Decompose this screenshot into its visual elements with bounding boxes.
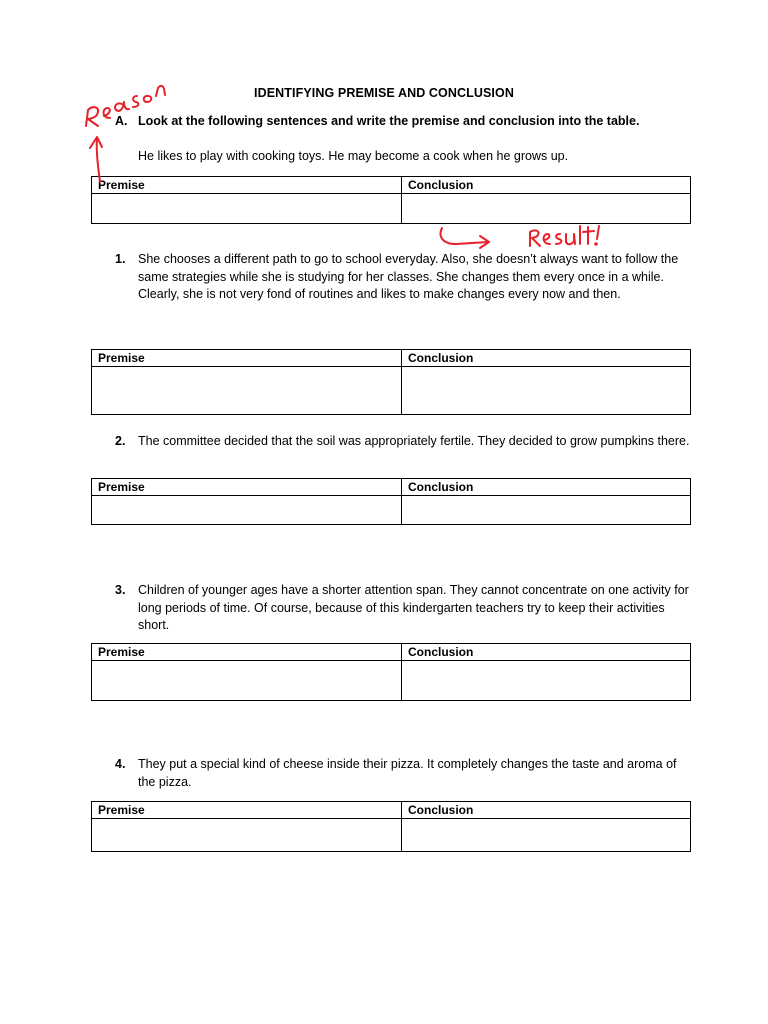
- conclusion-header: Conclusion: [402, 644, 691, 661]
- conclusion-header: Conclusion: [402, 802, 691, 819]
- item-3-table: [91, 643, 691, 701]
- item-4-table: [91, 801, 691, 852]
- page-title: IDENTIFYING PREMISE AND CONCLUSION: [254, 86, 514, 100]
- item-number: 4.: [115, 757, 126, 771]
- premise-cell[interactable]: [92, 661, 402, 701]
- item-2: [115, 433, 690, 451]
- premise-header: Premise: [92, 350, 402, 367]
- premise-header: Premise: [92, 479, 402, 496]
- conclusion-cell[interactable]: [402, 367, 691, 415]
- conclusion-cell[interactable]: [402, 819, 691, 852]
- conclusion-cell[interactable]: [402, 661, 691, 701]
- premise-header: Premise: [92, 644, 402, 661]
- item-1: [115, 251, 690, 304]
- item-number: 2.: [115, 434, 126, 448]
- conclusion-header: Conclusion: [402, 350, 691, 367]
- premise-cell[interactable]: [92, 496, 402, 525]
- item-text: They put a special kind of cheese inside their pizza. It completely changes the taste and aroma of the pizza.: [138, 757, 677, 789]
- conclusion-header: Conclusion: [402, 479, 691, 496]
- premise-cell[interactable]: [92, 819, 402, 852]
- conclusion-cell[interactable]: [402, 194, 691, 224]
- instruction-label: A.: [115, 114, 128, 128]
- premise-cell[interactable]: [92, 194, 402, 224]
- item-4: [115, 756, 690, 791]
- premise-cell[interactable]: [92, 367, 402, 415]
- item-text: The committee decided that the soil was appropriately fertile. They decided to grow pumpkins there.: [138, 434, 690, 448]
- instruction-text: Look at the following sentences and write the premise and conclusion into the table.: [138, 114, 640, 128]
- handwritten-result-annotation: [432, 222, 612, 254]
- item-text: Children of younger ages have a shorter attention span. They cannot concentrate on one activity for long periods of time. Of course, because of this kindergarten teachers try to keep their activities short.: [138, 583, 689, 633]
- premise-header: Premise: [92, 802, 402, 819]
- item-1-table: [91, 349, 691, 415]
- item-number: 3.: [115, 583, 126, 597]
- item-text: She chooses a different path to go to school everyday. Also, she doesn’t always want to follow the same strategies while she is studying for her classes. She changes them every once in a while. Clearly, she is not very fond of routines and likes to make changes every now and then.: [138, 252, 679, 302]
- item-2-table: [91, 478, 691, 525]
- conclusion-cell[interactable]: [402, 496, 691, 525]
- premise-header: Premise: [92, 177, 402, 194]
- conclusion-header: Conclusion: [402, 177, 691, 194]
- example-sentence: He likes to play with cooking toys. He may become a cook when he grows up.: [138, 149, 569, 163]
- item-3: [115, 582, 690, 635]
- item-number: 1.: [115, 252, 126, 266]
- instruction: [115, 114, 639, 128]
- example-table: [91, 176, 691, 224]
